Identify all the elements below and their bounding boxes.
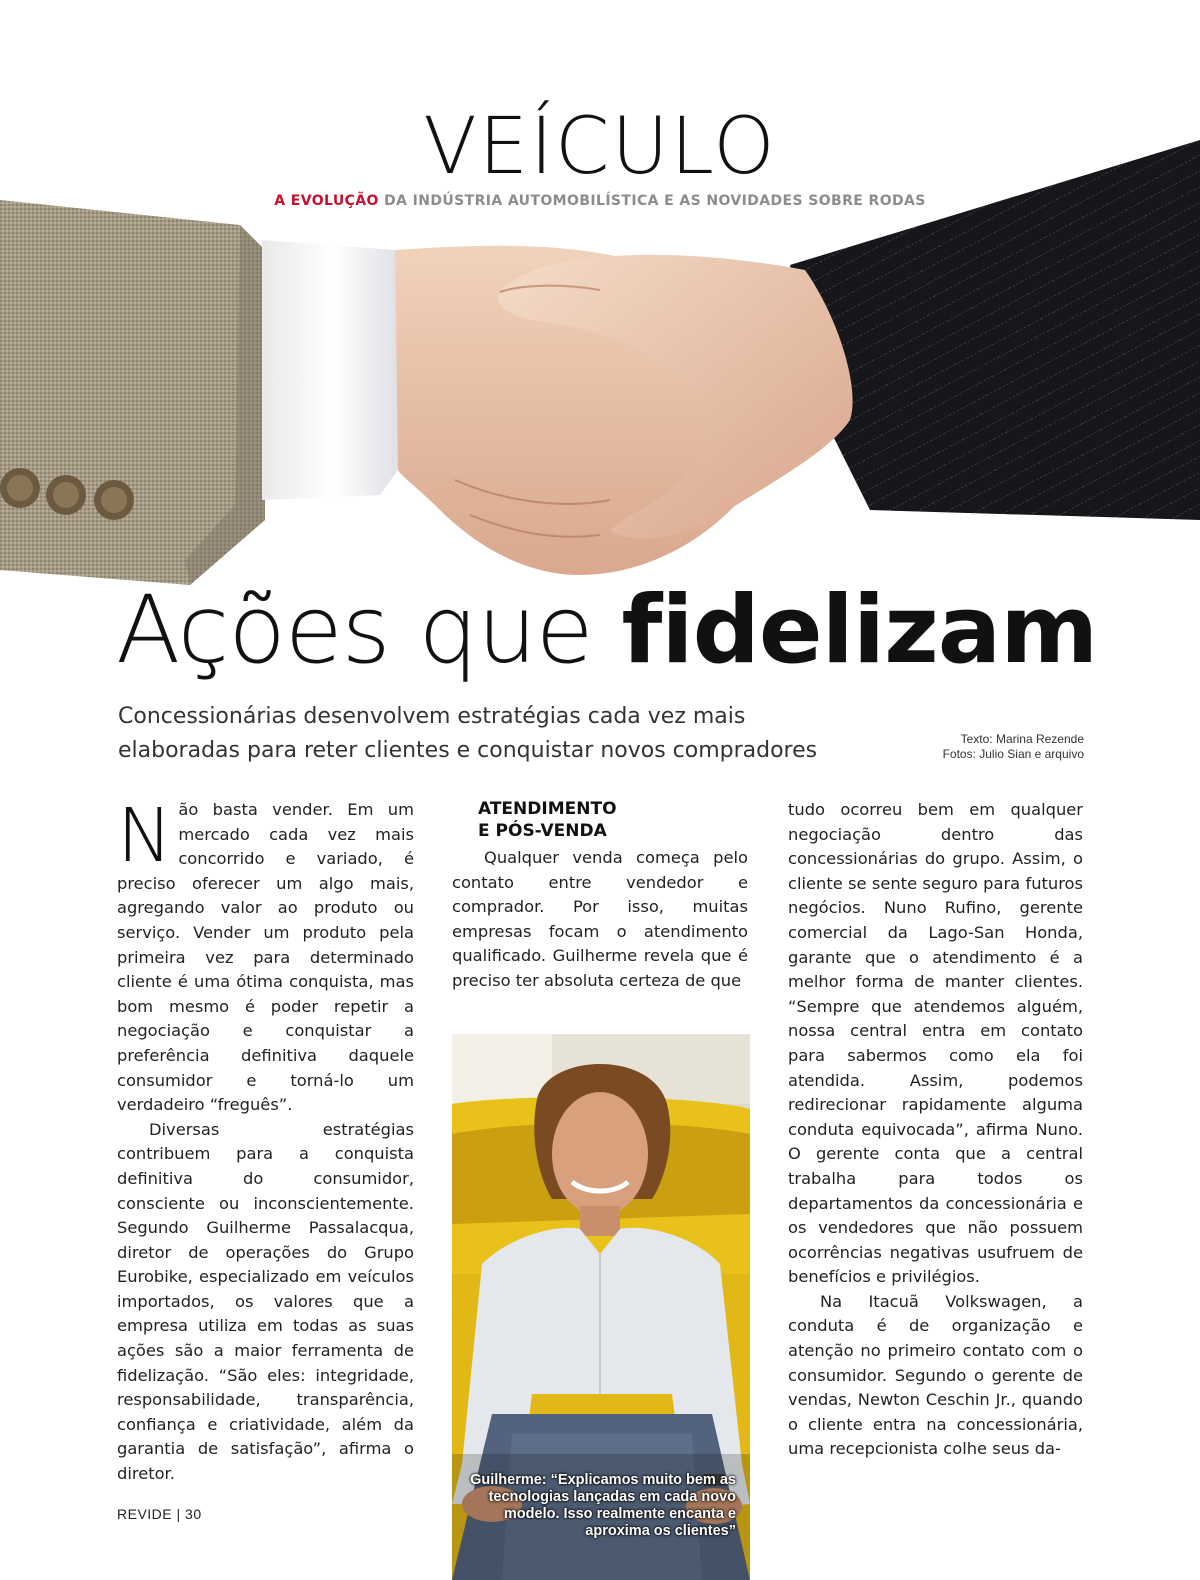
paragraph: Qualquer venda começa pelo contato entre vendedor e comprador. Por isso, muitas empresas focam o atendimento qualificado. Guilherme revela que é preciso ter absoluta certeza de que (452, 848, 748, 990)
column-2 (452, 798, 748, 994)
article-headline (116, 576, 1098, 685)
paragraph: Diversas estratégias contribuem para a conquista definitiva do consumidor, consciente ou inconscientemente. Segundo Guilherme Passalacqua, diretor de operações do Grupo Eurobike, especializado em veículos importados, os valores que a empresa utiliza em todas as suas ações são a maior ferramenta de fidelização. “São eles: integridade, responsabilidade, transparência, confiança e criatividade, além da garantia de satisfação”, afirma o diretor. (117, 1119, 414, 1484)
headline-bold: fidelizam (621, 576, 1098, 685)
article-credits (943, 732, 1084, 762)
deck-line-1: Concessionárias desenvolvem estratégias cada vez mais (118, 704, 746, 729)
subhead-line-2: E PÓS-VENDA (478, 821, 607, 841)
paragraph-text: ão basta vender. Em um mercado cada vez mais concorrido e variado, é preciso oferecer um algo mais, agregando valor ao produto ou serviço. Vender um produto pela primeira vez para determinado cliente é uma ótima conquista, mas bom mesmo é poder repetir a negociação e conquistar a preferência definitiva daquele consumidor e torná-lo um verdadeiro “freguês”. (117, 800, 414, 1115)
credit-text: Texto: Marina Rezende (960, 732, 1084, 746)
section-title: VEÍCULO (423, 102, 777, 192)
paragraph (117, 793, 414, 1118)
subhead-line-1: ATENDIMENTO (478, 799, 617, 819)
section-subtitle-rest: DA INDÚSTRIA AUTOMOBILÍSTICA E AS NOVIDADES SOBRE RODAS (378, 193, 926, 209)
credit-photos: Fotos: Julio Sian e arquivo (942, 747, 1084, 761)
photo-caption: Guilherme: “Explicamos muito bem as tecnologias lançadas em cada novo modelo. Isso realmente encanta e aproxima os clientes” (470, 1472, 736, 1539)
section-subtitle-accent: A EVOLUÇÃO (274, 193, 379, 209)
paragraph: Na Itacuã Volkswagen, a conduta é de organização e atenção no primeiro contato com o consumidor. Segundo o gerente de vendas, Newton Ceschin Jr., quando o cliente entra na concessionária, uma recepcionista colhe seus da- (788, 1291, 1083, 1459)
drop-cap: N (117, 793, 173, 879)
column-1 (117, 793, 414, 1487)
subhead (478, 798, 748, 842)
deck-line-2: elaboradas para reter clientes e conquistar novos compradores (118, 738, 818, 763)
section-subtitle (0, 193, 1200, 209)
column-3 (788, 798, 1083, 1462)
headline-light: Ações que (116, 576, 622, 685)
handshake-illustration (0, 0, 1200, 600)
paragraph: tudo ocorreu bem em qualquer negociação dentro das concessionárias do grupo. Assim, o cliente se sente seguro para futuros negócios. Nuno Rufino, gerente comercial da Lago-San Honda, garante que o atendimento é a melhor forma de manter clientes. “Sempre que atendemos alguém, nossa central entra em contato para sabermos como ela foi atendida. Assim, podemos redirecionar rapidamente alguma conduta equivocada”, afirma Nuno. O gerente conta que a central trabalha para todos os departamentos da concessionária e os vendedores que não possuem ocorrências negativas usufruem de benefícios e privilégios. (788, 800, 1083, 1287)
article-deck (118, 700, 878, 768)
portrait-photo (452, 1034, 750, 1580)
handshake-photo (0, 0, 1200, 600)
page-folio: REVIDE | 30 (117, 1506, 202, 1522)
